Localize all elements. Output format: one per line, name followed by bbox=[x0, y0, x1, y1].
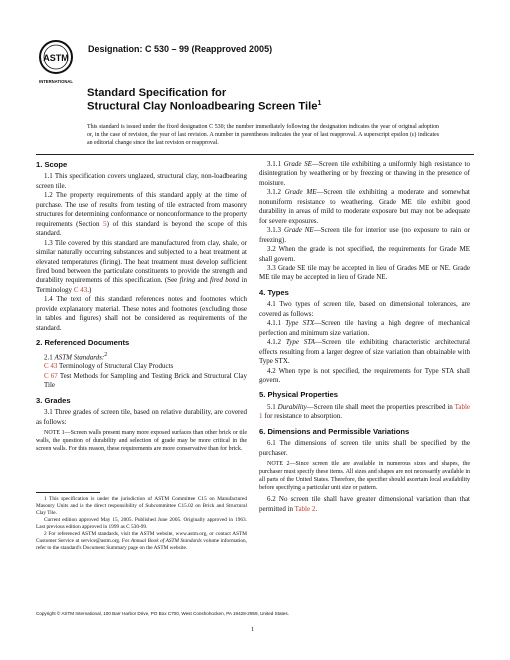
table-2-link[interactable]: Table 2 bbox=[294, 504, 316, 513]
footnote-1a: 1 This specification is under the jurisdiction of ASTM Committee C15 on Manufactured Masonry Units and is the direct responsibility of Subcommittee C15.02 on Brick and Structural Clay Tile. bbox=[36, 496, 247, 516]
term-grade-se: Grade SE bbox=[283, 160, 312, 168]
footnote-2 bbox=[36, 531, 247, 552]
paragraph-4-1-2 bbox=[259, 338, 470, 366]
paragraph-3-3: 3.3 Grade SE tile may be accepted in lieu of Grades ME or NE. Grade ME tile may be accepted in lieu of Grade NE. bbox=[259, 263, 470, 282]
term-grade-ne: Grade NE bbox=[283, 226, 314, 235]
text: —Screen tile exhibiting a moderate and somewhat nonuniform resistance to weathering. Grade ME tile exhibit good durability in areas of mild to moderate exposure but may not be adequate for severe exposures. bbox=[259, 188, 470, 225]
text: 4.1.1 bbox=[267, 319, 286, 328]
text: Terminology of Structural Clay Products bbox=[57, 362, 174, 371]
text: 4.1.2 bbox=[267, 338, 286, 347]
text: . bbox=[315, 504, 318, 513]
table-1-link[interactable]: Table 1 bbox=[259, 402, 471, 421]
left-column bbox=[36, 160, 247, 456]
text: volume information, refer to the standard's Document Summary page on the ASTM website. bbox=[36, 538, 247, 551]
footnote-mark: 2 bbox=[104, 351, 108, 358]
note-1: NOTE 1—Screen walls present many more exposed surfaces than other brick or tile walls, the question of durability and selection of grade may be more critical in the screen walls. For this reason, these requirements are more conservative than for brick. bbox=[36, 430, 247, 453]
page-number: 1 bbox=[251, 626, 255, 633]
paragraph-2-1 bbox=[36, 351, 247, 363]
copyright-notice: Copyright © ASTM International, 100 Barr Harbor Drive, PO Box C700, West Conshohocken, PA 19428-2959, United States. bbox=[36, 611, 289, 616]
section-heading-grades: 3. Grades bbox=[36, 395, 71, 405]
text: .) bbox=[87, 285, 92, 294]
reference-c67 bbox=[36, 372, 247, 391]
astm-standards-label: ASTM Standards: bbox=[54, 352, 105, 361]
designation: Designation: C 530 – 99 (Reapproved 2005) bbox=[88, 44, 273, 54]
text: 2 For referenced ASTM standards, visit the ASTM website, www.astm.org, or contact ASTM Customer Service at service@astm.org. For bbox=[36, 531, 247, 544]
title-footnote-mark: 1 bbox=[317, 100, 322, 107]
term-type-sta: Type STA bbox=[285, 338, 315, 347]
c43-link[interactable]: C 43 bbox=[73, 285, 88, 294]
c67-reference-link[interactable]: C 67 bbox=[44, 371, 58, 380]
term-firing: firing bbox=[179, 276, 196, 285]
paragraph-3-1: 3.1 Three grades of screen tile, based on relative durability, are covered as follows: bbox=[36, 408, 247, 426]
svg-text:INTERNATIONAL: INTERNATIONAL bbox=[39, 79, 73, 84]
paragraph-4-1: 4.1 Two types of screen tile, based on dimensional tolerances, are covered as follows: bbox=[259, 300, 470, 318]
text: and bbox=[195, 276, 210, 285]
text: 2.1 bbox=[44, 352, 55, 361]
paragraph-6-2 bbox=[259, 495, 470, 514]
section-5-link[interactable]: 5 bbox=[103, 219, 107, 228]
term-grade-me: Grade ME bbox=[284, 188, 317, 197]
title-line-1: Standard Specification for bbox=[87, 87, 227, 99]
text: 3.1.1 bbox=[267, 160, 284, 168]
term-type-stx: Type STX bbox=[285, 319, 315, 328]
paragraph-3-2: 3.2 When the grade is not specified, the requirements for Grade ME shall govern. bbox=[259, 245, 470, 263]
reference-c43 bbox=[36, 362, 247, 371]
text: for resistance to absorption. bbox=[262, 412, 343, 421]
paragraph-3-1-3 bbox=[259, 226, 470, 245]
text: 5.1 bbox=[267, 402, 278, 411]
note-2: NOTE 2—Since screen tile are available in numerous sizes and shapes, the purchaser must specify these items. All sizes and shapes are not necessarily available in all parts of the United States. Therefore, the specifier should ascertain local availability before specifying a particular unit size or pattern. bbox=[259, 461, 470, 492]
text: in Terminology bbox=[36, 276, 248, 294]
text: —Screen tile exhibiting a uniformly high resistance to disintegration by weathering or by freezing or thawing in the presence of moisture. bbox=[259, 160, 471, 187]
footnote-1b: Current edition approved May 15, 2005. Published June 2005. Originally approved in 1963. Last previous edition approved in 1999 as C 530-99. bbox=[36, 517, 247, 530]
right-column bbox=[259, 160, 470, 514]
issuance-statement: This standard is issued under the fixed designation C 530; the number immediately following the designation indicates the year of original adoption or, in the case of revision, the year of last revision. A number in parentheses indicates the year of last reapproval. A superscript epsilon (ε) indicates an editorial change since the last revision or reapproval. bbox=[87, 124, 439, 147]
paragraph-5-1 bbox=[259, 403, 470, 422]
astm-logo bbox=[36, 38, 76, 86]
text: 6.2 No screen tile shall have greater dimensional variation than that permitted in bbox=[259, 495, 470, 513]
text: Test Methods for Sampling and Testing Brick and Structural Clay Tile bbox=[44, 371, 248, 390]
paragraph-1-2 bbox=[36, 191, 247, 238]
section-heading-referenced-documents: 2. Referenced Documents bbox=[36, 338, 130, 348]
paragraph-1-3 bbox=[36, 239, 247, 296]
text: ) of this standard is beyond the scope of this standard. bbox=[36, 219, 248, 238]
paragraph-3-1-1 bbox=[259, 160, 470, 188]
text: —Screen tile for interior use (no exposure to rain or freezing). bbox=[259, 226, 470, 244]
title-text: Structural Clay Nonloadbearing Screen Tile bbox=[87, 100, 318, 113]
text: —Screen tile shall meet the properties prescribed in bbox=[306, 402, 455, 411]
text: 3.1.2 bbox=[267, 188, 285, 197]
title-line-2 bbox=[87, 100, 321, 113]
text: 3.1.3 bbox=[267, 226, 284, 235]
c43-reference-link[interactable]: C 43 bbox=[44, 362, 58, 371]
section-heading-scope: 1. Scope bbox=[36, 160, 68, 169]
footnotes bbox=[36, 496, 247, 552]
text: —Screen tile having a high degree of mechanical perfection and minimum size variation. bbox=[259, 319, 470, 337]
svg-text:ASTM: ASTM bbox=[43, 53, 69, 63]
text: 1.2 The property requirements of this standard apply at the time of purchase. The use of results from testing of tile extracted from masonry structures for determining conformance or nonconformance to the property requirements (Section bbox=[36, 191, 247, 228]
paragraph-6-1: 6.1 The dimensions of screen tile units shall be specified by the purchaser. bbox=[259, 439, 470, 457]
header-divider bbox=[36, 154, 474, 155]
annual-book-title: Annual Book of ASTM Standards bbox=[130, 538, 202, 544]
term-durability: Durability bbox=[277, 402, 307, 411]
term-fired-bond: fired bond bbox=[209, 276, 240, 285]
paragraph-3-1-2 bbox=[259, 188, 470, 226]
paragraph-4-2: 4.2 When type is not specified, the requirements for Type STA shall govern. bbox=[259, 366, 470, 384]
section-heading-physical-properties: 5. Physical Properties bbox=[259, 390, 338, 400]
paragraph-1-4: 1.4 The text of this standard references notes and footnotes which provide explanatory material. These notes and footnotes (excluding those in tables and figures) shall not be considered as requirements of the standard. bbox=[36, 295, 247, 332]
text: —Screen tile exhibiting characteristic architectural effects resulting from a larger degree of size variation than obtainable with Type STX. bbox=[259, 338, 471, 366]
footnote-divider bbox=[36, 492, 100, 493]
paragraph-1-1: 1.1 This specification covers unglazed, structural clay, non-loadbearing screen tile. bbox=[36, 172, 247, 190]
section-heading-types: 4. Types bbox=[259, 287, 289, 297]
paragraph-4-1-1 bbox=[259, 319, 470, 338]
section-heading-dimensions: 6. Dimensions and Permissible Variations bbox=[259, 426, 410, 436]
text: 1.3 Tile covered by this standard are manufactured from clay, shale, or similar naturally occurring substances and subjected to a heat treatment at elevated temperatures (firing). The heat treatment must develop sufficient fired bond between the particulate constituents to provide the strength and durability requirements of this specification. (See bbox=[36, 238, 247, 285]
